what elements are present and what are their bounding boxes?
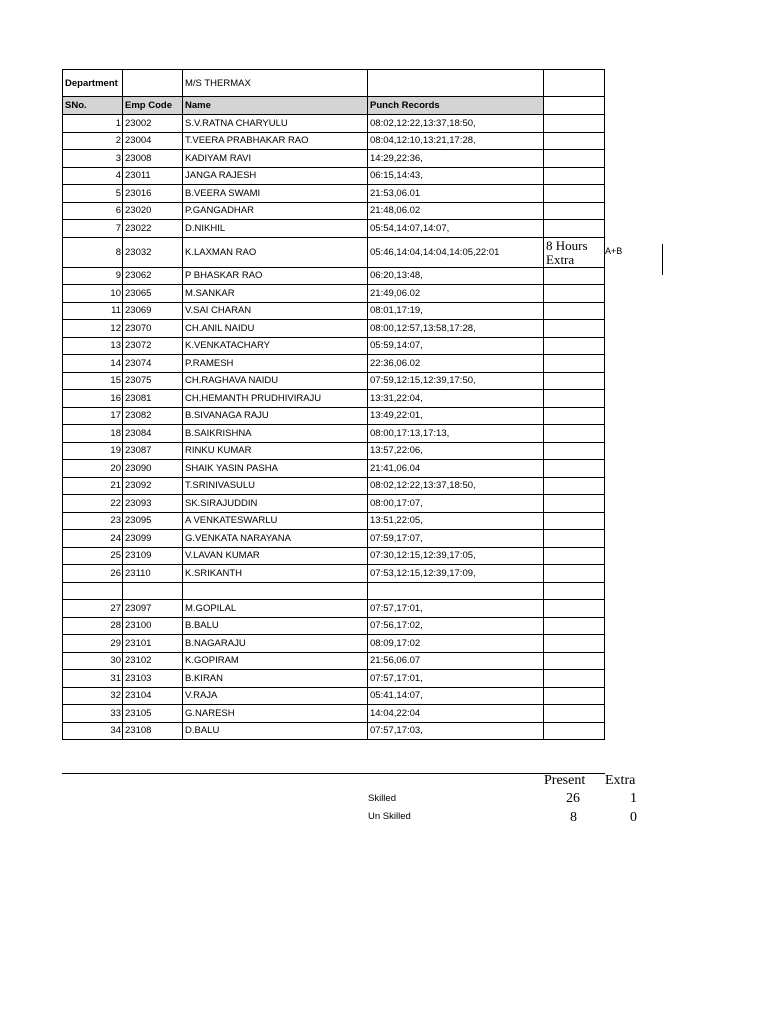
row-name: G.VENKATA NARAYANA — [183, 530, 368, 548]
row-punch-records — [368, 582, 544, 600]
row-sno: 31 — [63, 670, 123, 688]
row-name: M.SANKAR — [183, 285, 368, 303]
row-punch-records: 08:09,17:02 — [368, 635, 544, 653]
row-name: CH.ANIL NAIDU — [183, 320, 368, 338]
row-punch-records: 22:36,06.02 — [368, 355, 544, 373]
row-name: P.RAMESH — [183, 355, 368, 373]
table-row — [63, 167, 605, 185]
row-emp-code: 23075 — [123, 372, 183, 390]
table-row — [63, 355, 605, 373]
table-row — [63, 477, 605, 495]
row-name: V.SAI CHARAN — [183, 302, 368, 320]
row-name: CH.RAGHAVA NAIDU — [183, 372, 368, 390]
table-row — [63, 617, 605, 635]
table-row — [63, 320, 605, 338]
row-note — [544, 302, 605, 320]
row-name: KADIYAM RAVI — [183, 150, 368, 168]
header-name: Name — [183, 97, 368, 115]
table-row — [63, 687, 605, 705]
row-note: 8 Hours Extra — [544, 237, 605, 267]
row-punch-records: 05:46,14:04,14:04,14:05,22:01 — [368, 237, 544, 267]
department-value: M/S THERMAX — [183, 70, 368, 97]
table-row — [63, 722, 605, 740]
row-sno: 17 — [63, 407, 123, 425]
table-row — [63, 582, 605, 600]
department-empty-cell — [544, 70, 605, 97]
row-note — [544, 220, 605, 238]
row-emp-code: 23004 — [123, 132, 183, 150]
summary-skilled-label: Skilled — [368, 793, 396, 804]
row-note — [544, 547, 605, 565]
table-row — [63, 565, 605, 583]
header-empty-cell — [544, 97, 605, 115]
row-sno: 6 — [63, 202, 123, 220]
row-note — [544, 202, 605, 220]
row-punch-records: 05:54,14:07,14:07, — [368, 220, 544, 238]
row-sno: 30 — [63, 652, 123, 670]
table-row — [63, 390, 605, 408]
row-emp-code: 23065 — [123, 285, 183, 303]
table-row — [63, 460, 605, 478]
row-note — [544, 600, 605, 618]
row-name: JANGA RAJESH — [183, 167, 368, 185]
row-note — [544, 617, 605, 635]
row-emp-code: 23102 — [123, 652, 183, 670]
row-punch-records: 13:57,22:06, — [368, 442, 544, 460]
row-emp-code: 23082 — [123, 407, 183, 425]
header-punch-records: Punch Records — [368, 97, 544, 115]
row-name: P.GANGADHAR — [183, 202, 368, 220]
row-sno: 18 — [63, 425, 123, 443]
row-note — [544, 285, 605, 303]
table-row — [63, 267, 605, 285]
row-emp-code: 23108 — [123, 722, 183, 740]
summary-unskilled-present: 8 — [570, 810, 577, 825]
row-emp-code: 23022 — [123, 220, 183, 238]
row-sno: 28 — [63, 617, 123, 635]
row-name: SK.SIRAJUDDIN — [183, 495, 368, 513]
row-note — [544, 477, 605, 495]
table-row — [63, 132, 605, 150]
row-punch-records: 21:49,06.02 — [368, 285, 544, 303]
row-name: SHAIK YASIN PASHA — [183, 460, 368, 478]
row-note — [544, 337, 605, 355]
row-punch-records: 07:57,17:01, — [368, 670, 544, 688]
row-note — [544, 150, 605, 168]
row-sno: 14 — [63, 355, 123, 373]
row-punch-records: 14:29,22:36, — [368, 150, 544, 168]
row-sno: 4 — [63, 167, 123, 185]
table-row — [63, 202, 605, 220]
row-punch-records: 08:02,12:22,13:37,18:50, — [368, 477, 544, 495]
row-punch-records: 07:30,12:15,12:39,17:05, — [368, 547, 544, 565]
table-row — [63, 425, 605, 443]
row-name — [183, 582, 368, 600]
table-row — [63, 372, 605, 390]
row-note — [544, 167, 605, 185]
summary-unskilled-label: Un Skilled — [368, 811, 411, 822]
summary-extra-header: Extra — [605, 773, 636, 788]
row-sno: 23 — [63, 512, 123, 530]
row-punch-records: 21:53,06.01 — [368, 185, 544, 203]
row-emp-code: 23109 — [123, 547, 183, 565]
row-emp-code: 23100 — [123, 617, 183, 635]
row-emp-code: 23093 — [123, 495, 183, 513]
row-emp-code — [123, 582, 183, 600]
row-sno: 32 — [63, 687, 123, 705]
row-emp-code: 23104 — [123, 687, 183, 705]
row-note — [544, 407, 605, 425]
row-punch-records: 08:04,12:10,13:21,17:28, — [368, 132, 544, 150]
row-note — [544, 460, 605, 478]
row-note — [544, 565, 605, 583]
row-punch-records: 05:59,14:07, — [368, 337, 544, 355]
row-sno: 33 — [63, 705, 123, 723]
row-name: T.SRINIVASULU — [183, 477, 368, 495]
row-emp-code: 23011 — [123, 167, 183, 185]
department-empty-cell — [368, 70, 544, 97]
row-punch-records: 07:53,12:15,12:39,17:09, — [368, 565, 544, 583]
table-row — [63, 337, 605, 355]
row-punch-records: 07:57,17:03, — [368, 722, 544, 740]
row-punch-records: 08:00,17:13,17:13, — [368, 425, 544, 443]
row-punch-records: 07:56,17:02, — [368, 617, 544, 635]
row-note — [544, 442, 605, 460]
department-spacer-cell — [123, 70, 183, 97]
side-note: A+B — [605, 246, 623, 256]
row-sno: 3 — [63, 150, 123, 168]
row-sno: 19 — [63, 442, 123, 460]
row-name: D.BALU — [183, 722, 368, 740]
row-emp-code: 23069 — [123, 302, 183, 320]
table-row — [63, 705, 605, 723]
table-row — [63, 285, 605, 303]
row-note — [544, 495, 605, 513]
row-emp-code: 23072 — [123, 337, 183, 355]
row-note — [544, 635, 605, 653]
summary-present-header: Present — [544, 773, 586, 788]
attendance-sheet — [62, 69, 605, 740]
row-emp-code: 23081 — [123, 390, 183, 408]
summary-unskilled-extra: 0 — [630, 810, 637, 825]
row-sno — [63, 582, 123, 600]
row-note — [544, 530, 605, 548]
row-name: D.NIKHIL — [183, 220, 368, 238]
row-name: B.SAIKRISHNA — [183, 425, 368, 443]
row-emp-code: 23074 — [123, 355, 183, 373]
row-emp-code: 23090 — [123, 460, 183, 478]
row-note — [544, 687, 605, 705]
table-row — [63, 302, 605, 320]
row-name: CH.HEMANTH PRUDHIVIRAJU — [183, 390, 368, 408]
department-row — [63, 70, 605, 97]
row-emp-code: 23032 — [123, 237, 183, 267]
row-name: B.SIVANAGA RAJU — [183, 407, 368, 425]
row-emp-code: 23087 — [123, 442, 183, 460]
row-emp-code: 23097 — [123, 600, 183, 618]
row-punch-records: 14:04,22:04 — [368, 705, 544, 723]
attendance-table-body — [63, 70, 605, 740]
row-emp-code: 23110 — [123, 565, 183, 583]
row-name: S.V.RATNA CHARYULU — [183, 115, 368, 133]
row-punch-records: 13:49,22:01, — [368, 407, 544, 425]
row-name: M.GOPILAL — [183, 600, 368, 618]
row-note — [544, 722, 605, 740]
row-punch-records: 05:41,14:07, — [368, 687, 544, 705]
row-punch-records: 06:15,14:43, — [368, 167, 544, 185]
table-row — [63, 150, 605, 168]
table-row — [63, 442, 605, 460]
row-name: B.BALU — [183, 617, 368, 635]
row-sno: 9 — [63, 267, 123, 285]
row-emp-code: 23084 — [123, 425, 183, 443]
row-emp-code: 23103 — [123, 670, 183, 688]
row-note — [544, 320, 605, 338]
row-punch-records: 13:51,22:05, — [368, 512, 544, 530]
row-note — [544, 705, 605, 723]
row-punch-records: 07:59,17:07, — [368, 530, 544, 548]
attendance-table — [62, 69, 605, 740]
row-sno: 1 — [63, 115, 123, 133]
table-row — [63, 512, 605, 530]
table-row — [63, 185, 605, 203]
header-row — [63, 97, 605, 115]
row-punch-records: 08:00,17:07, — [368, 495, 544, 513]
row-name: K.LAXMAN RAO — [183, 237, 368, 267]
table-row — [63, 407, 605, 425]
row-sno: 34 — [63, 722, 123, 740]
row-sno: 16 — [63, 390, 123, 408]
row-note — [544, 390, 605, 408]
row-name: V.LAVAN KUMAR — [183, 547, 368, 565]
row-name: K.SRIKANTH — [183, 565, 368, 583]
row-punch-records: 08:02,12:22,13:37,18:50, — [368, 115, 544, 133]
row-punch-records: 21:56,06.07 — [368, 652, 544, 670]
row-emp-code: 23099 — [123, 530, 183, 548]
row-sno: 7 — [63, 220, 123, 238]
row-note — [544, 582, 605, 600]
table-row — [63, 530, 605, 548]
table-row — [63, 220, 605, 238]
row-emp-code: 23070 — [123, 320, 183, 338]
row-emp-code: 23062 — [123, 267, 183, 285]
row-emp-code: 23020 — [123, 202, 183, 220]
summary-skilled-extra: 1 — [630, 791, 637, 806]
row-sno: 5 — [63, 185, 123, 203]
row-name: T.VEERA PRABHAKAR RAO — [183, 132, 368, 150]
table-row — [63, 547, 605, 565]
row-sno: 13 — [63, 337, 123, 355]
row-emp-code: 23008 — [123, 150, 183, 168]
row-punch-records: 06:20,13:48, — [368, 267, 544, 285]
row-punch-records: 08:00,12:57,13:58,17:28, — [368, 320, 544, 338]
row-emp-code: 23002 — [123, 115, 183, 133]
row-note — [544, 267, 605, 285]
vertical-marker-line — [662, 244, 663, 275]
row-emp-code: 23101 — [123, 635, 183, 653]
summary-skilled-present: 26 — [566, 791, 580, 806]
row-emp-code: 23095 — [123, 512, 183, 530]
row-name: RINKU KUMAR — [183, 442, 368, 460]
row-punch-records: 13:31,22:04, — [368, 390, 544, 408]
row-punch-records: 07:57,17:01, — [368, 600, 544, 618]
row-sno: 21 — [63, 477, 123, 495]
row-sno: 26 — [63, 565, 123, 583]
table-row — [63, 670, 605, 688]
header-emp-code: Emp Code — [123, 97, 183, 115]
row-note — [544, 670, 605, 688]
row-sno: 29 — [63, 635, 123, 653]
row-name: K.GOPIRAM — [183, 652, 368, 670]
table-row — [63, 115, 605, 133]
table-row — [63, 495, 605, 513]
row-punch-records: 08:01,17:19, — [368, 302, 544, 320]
department-label: Department — [63, 70, 123, 97]
row-sno: 11 — [63, 302, 123, 320]
row-sno: 24 — [63, 530, 123, 548]
row-sno: 8 — [63, 237, 123, 267]
row-note — [544, 425, 605, 443]
table-row — [63, 237, 605, 267]
row-name: V.RAJA — [183, 687, 368, 705]
row-punch-records: 21:41,06.04 — [368, 460, 544, 478]
row-name: B.KIRAN — [183, 670, 368, 688]
row-name: B.VEERA SWAMI — [183, 185, 368, 203]
row-sno: 2 — [63, 132, 123, 150]
row-sno: 20 — [63, 460, 123, 478]
table-row — [63, 600, 605, 618]
row-emp-code: 23092 — [123, 477, 183, 495]
row-note — [544, 355, 605, 373]
row-note — [544, 512, 605, 530]
row-name: G.NARESH — [183, 705, 368, 723]
row-punch-records: 07:59,12:15,12:39,17:50, — [368, 372, 544, 390]
row-sno: 25 — [63, 547, 123, 565]
row-name: B.NAGARAJU — [183, 635, 368, 653]
row-emp-code: 23016 — [123, 185, 183, 203]
table-row — [63, 635, 605, 653]
row-sno: 10 — [63, 285, 123, 303]
row-note — [544, 185, 605, 203]
table-row — [63, 652, 605, 670]
header-sno: SNo. — [63, 97, 123, 115]
row-note — [544, 372, 605, 390]
row-sno: 22 — [63, 495, 123, 513]
row-name: P BHASKAR RAO — [183, 267, 368, 285]
row-sno: 27 — [63, 600, 123, 618]
row-sno: 12 — [63, 320, 123, 338]
row-emp-code: 23105 — [123, 705, 183, 723]
row-note — [544, 115, 605, 133]
row-note — [544, 652, 605, 670]
row-note — [544, 132, 605, 150]
row-name: A VENKATESWARLU — [183, 512, 368, 530]
row-punch-records: 21:48,06.02 — [368, 202, 544, 220]
row-name: K.VENKATACHARY — [183, 337, 368, 355]
row-sno: 15 — [63, 372, 123, 390]
table-bottom-border — [62, 773, 605, 774]
